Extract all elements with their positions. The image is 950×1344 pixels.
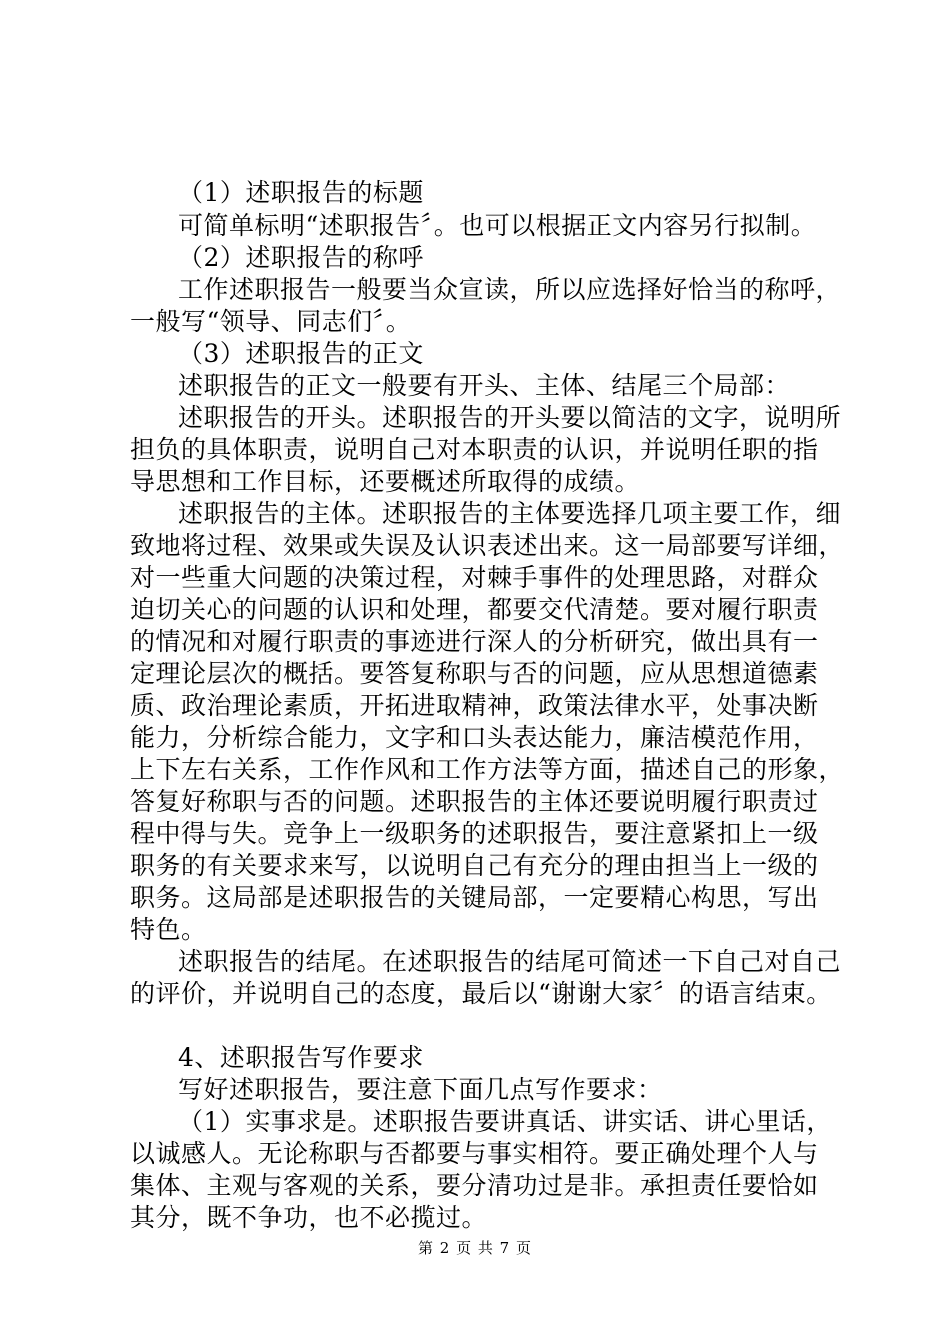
page-number-footer: 第 2 页 共 7 页 — [418, 1239, 532, 1257]
paragraph-line: 职务的有关要求来写，以说明自己有充分的理由担当上一级的 — [130, 851, 819, 880]
paragraph-line: 程中得与失。竞争上一级职务的述职报告，要注意紧扣上一级 — [130, 819, 819, 848]
paragraph-line: 以诚感人。无论称职与否都要与事实相符。要正确处理个人与 — [130, 1139, 819, 1168]
paragraph-line: 述职报告的结尾。在述职报告的结尾可简述一下自己对自己 — [178, 947, 842, 976]
paragraph-line: 职务。这局部是述职报告的关键局部，一定要精心构思，写出 — [130, 883, 819, 912]
paragraph-line: 致地将过程、效果或失误及认识表述出来。这一局部要写详细， — [130, 531, 845, 560]
section-heading: （1）述职报告的标题 — [178, 178, 424, 207]
paragraph-line: 上下左右关系，工作作风和工作方法等方面，描述自己的形象， — [130, 755, 845, 784]
section-heading: （3）述职报告的正文 — [178, 339, 424, 368]
paragraph-line: 迫切关心的问题的认识和处理，都要交代清楚。要对履行职责 — [130, 595, 819, 624]
paragraph-line: 其分，既不争功，也不必揽过。 — [130, 1203, 488, 1232]
paragraph-line: 质、政治理论素质，开拓进取精神，政策法律水平，处事决断 — [130, 691, 819, 720]
paragraph-line: 工作述职报告一般要当众宣读，所以应选择好恰当的称呼， — [178, 275, 842, 304]
paragraph-line: 答复好称职与否的问题。述职报告的主体还要说明履行职责过 — [130, 787, 819, 816]
paragraph-line: 写好述职报告，要注意下面几点写作要求： — [178, 1075, 663, 1104]
paragraph-line: 能力，分析综合能力，文字和口头表达能力，廉洁模范作用， — [130, 723, 819, 752]
paragraph-line: 一般写“领导、同志们〞。 — [130, 307, 412, 336]
paragraph-line: 述职报告的正文一般要有开头、主体、结尾三个局部： — [178, 371, 791, 400]
paragraph-line: 担负的具体职责，说明自己对本职责的认识，并说明任职的指 — [130, 435, 819, 464]
paragraph-line: 述职报告的主体。述职报告的主体要选择几项主要工作，细 — [178, 499, 842, 528]
paragraph-line: 可简单标明“述职报告〞。也可以根据正文内容另行拟制。 — [178, 211, 817, 240]
paragraph-line: 导思想和工作目标，还要概述所取得的成绩。 — [130, 467, 641, 496]
section-heading: 4、述职报告写作要求 — [178, 1043, 424, 1072]
paragraph-line: 述职报告的开头。述职报告的开头要以简洁的文字，说明所 — [178, 403, 842, 432]
paragraph-line: 定理论层次的概括。要答复称职与否的问题，应从思想道德素 — [130, 659, 819, 688]
paragraph-line: 特色。 — [130, 915, 207, 944]
section-heading: （2）述职报告的称呼 — [178, 243, 424, 272]
paragraph-line: （1）实事求是。述职报告要讲真话、讲实话、讲心里话， — [178, 1107, 832, 1136]
paragraph-line: 集体、主观与客观的关系，要分清功过是非。承担责任要恰如 — [130, 1171, 819, 1200]
paragraph-line: 的评价，并说明自己的态度，最后以“谢谢大家〞的语言结束。 — [130, 979, 832, 1008]
paragraph-line: 的情况和对履行职责的事迹进行深人的分析研究，做出具有一 — [130, 627, 819, 656]
paragraph-line: 对一些重大问题的决策过程，对棘手事件的处理思路，对群众 — [130, 563, 819, 592]
